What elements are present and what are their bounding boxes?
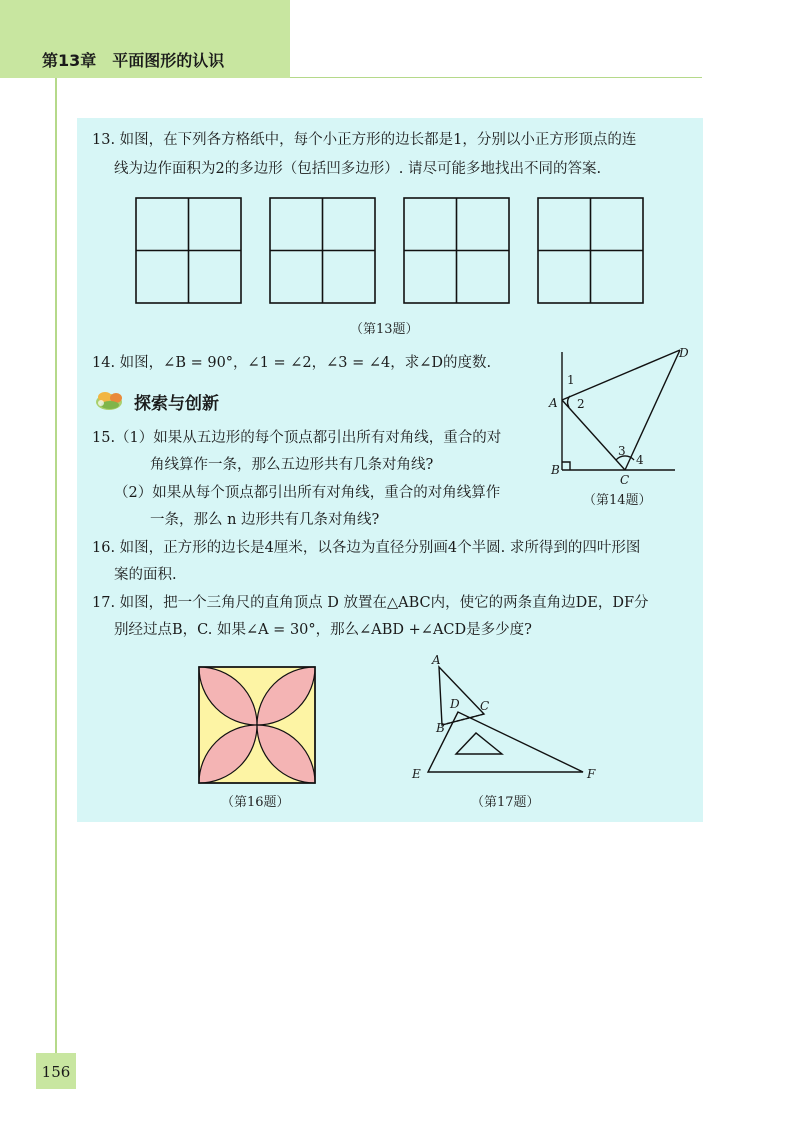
p14-label-1: 1 xyxy=(567,373,575,387)
problem-16-line1: 16. 如图，正方形的边长是4厘米，以各边为直径分别画4个半圆. 求所得到的四叶形图 xyxy=(92,540,641,556)
grid-4 xyxy=(538,198,643,303)
p14-label-C: C xyxy=(620,473,630,487)
grid-1 xyxy=(136,198,241,303)
p14-label-B: B xyxy=(551,463,560,477)
problem-15-line4: 一条，那么 n 边形共有几条对角线? xyxy=(150,512,380,528)
grid-3 xyxy=(404,198,509,303)
p17-label-A: A xyxy=(432,653,441,667)
p14-label-4: 4 xyxy=(636,453,644,467)
chapter-title: 第13章 平面图形的认识 xyxy=(42,51,225,70)
p17-label-D: D xyxy=(450,697,460,711)
problem-15-line1: 15.（1）如果从五边形的每个顶点都引出所有对角线，重合的对 xyxy=(92,430,502,446)
problem-13-line2: 线为边作面积为2的多边形（包括凹多边形）. 请尽可能多地找出不同的答案. xyxy=(114,161,602,177)
problem-17-line1: 17. 如图，把一个三角尺的直角顶点 D 放置在△ABC内，使它的两条直角边DE，DF分 xyxy=(92,595,649,611)
section-title: 探索与创新 xyxy=(134,394,219,414)
p14-label-D: D xyxy=(679,346,689,360)
problem-13-line1: 13. 如图，在下列各方格纸中，每个小正方形的边长都是1，分别以小正方形顶点的连 xyxy=(92,132,637,148)
grid-2 xyxy=(270,198,375,303)
problem-15-line3: （2）如果从每个顶点都引出所有对角线，重合的对角线算作 xyxy=(114,485,501,501)
p14-label-3: 3 xyxy=(618,444,626,458)
problem-17-figure xyxy=(405,650,605,785)
p17-label-E: E xyxy=(412,767,421,781)
problem-17-line2: 别经过点B，C. 如果∠A = 30°，那么∠ABD +∠ACD是多少度? xyxy=(114,622,532,638)
p17-label-F: F xyxy=(587,767,596,781)
problem-14-figure xyxy=(540,340,700,490)
p17-label-B: B xyxy=(436,721,445,735)
margin-rule xyxy=(55,78,57,1053)
problem-15-line2: 角线算作一条，那么五边形共有几条对角线? xyxy=(150,457,434,473)
problem-16-caption: （第16题） xyxy=(221,795,290,810)
page-number-box xyxy=(36,1053,76,1089)
p14-label-A: A xyxy=(549,396,558,410)
page-number: 156 xyxy=(41,1063,71,1081)
problem-14-caption: （第14题） xyxy=(583,493,652,508)
problem-16-line2: 案的面积. xyxy=(114,567,177,583)
problem-14-text: 14. 如图，∠B = 90°，∠1 = ∠2，∠3 = ∠4，求∠D的度数. xyxy=(92,355,492,371)
problem-13-caption: （第13题） xyxy=(350,322,419,337)
explore-icon xyxy=(92,385,130,415)
problem-13-grids xyxy=(130,192,650,308)
header-rule xyxy=(290,77,702,78)
p17-label-C: C xyxy=(480,699,490,713)
p14-label-2: 2 xyxy=(577,397,585,411)
problem-16-figure xyxy=(196,664,320,788)
problem-17-caption: （第17题） xyxy=(471,795,540,810)
